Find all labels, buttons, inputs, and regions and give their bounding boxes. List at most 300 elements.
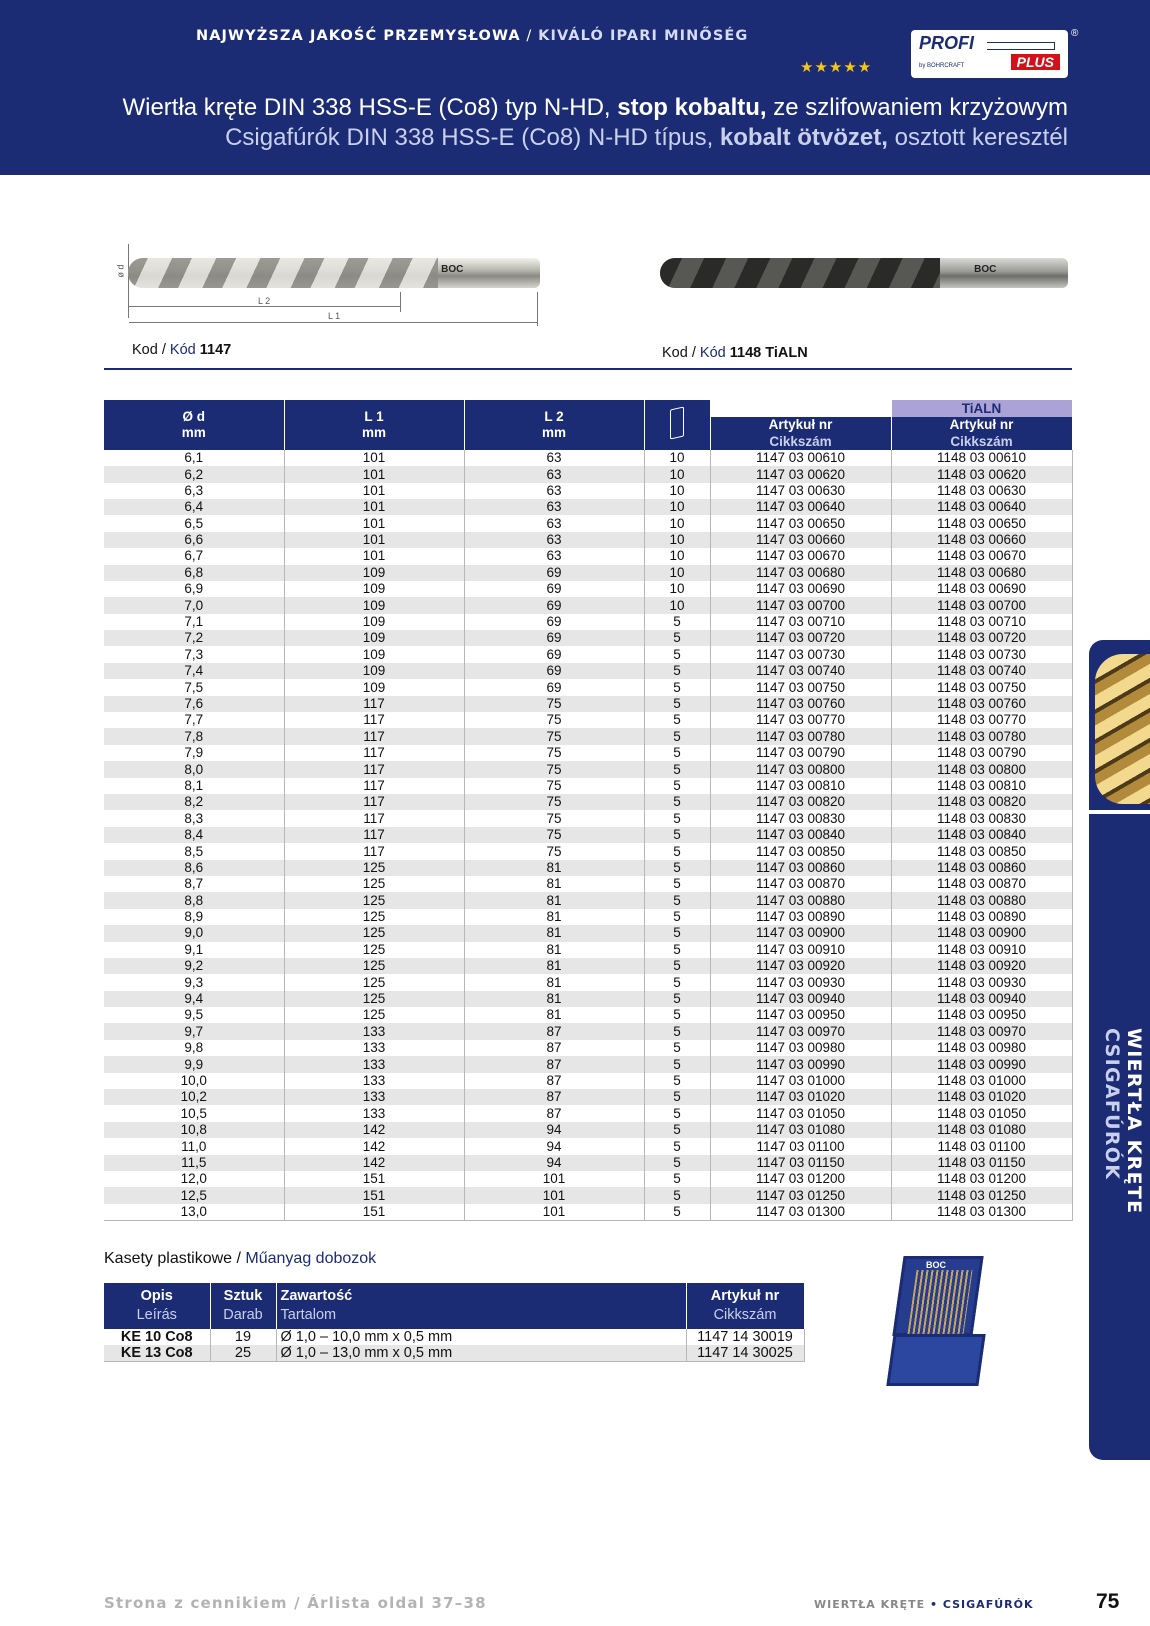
cell-pack-qty: 5 xyxy=(644,1023,710,1039)
cell-diameter: 8,7 xyxy=(104,876,284,892)
header-text-hu: Darab xyxy=(223,1307,263,1323)
cell-l1: 101 xyxy=(284,548,464,564)
table-row xyxy=(104,1023,1072,1039)
cell-diameter: 7,6 xyxy=(104,696,284,712)
cell-article-1148: 1148 03 00730 xyxy=(891,646,1072,662)
cell-pack-qty: 10 xyxy=(644,581,710,597)
case-base xyxy=(886,1334,985,1386)
cell-diameter: 11,5 xyxy=(104,1155,284,1171)
cell-pack-qty: 5 xyxy=(644,876,710,892)
table-row xyxy=(104,1089,1072,1105)
cell-l2: 63 xyxy=(464,450,644,466)
cell-diameter: 6,6 xyxy=(104,532,284,548)
title-pl-part2: ze szlifowaniem krzyżowym xyxy=(766,94,1068,121)
cell-pack-qty: 10 xyxy=(644,515,710,531)
cell-pack-qty: 5 xyxy=(644,1105,710,1121)
cell-article-1148: 1148 03 00810 xyxy=(891,778,1072,794)
header-text: Sztuk xyxy=(223,1288,263,1304)
table-row xyxy=(104,1056,1072,1072)
cell-article-1148: 1148 03 00700 xyxy=(891,597,1072,613)
cell-article-1148: 1148 03 01300 xyxy=(891,1204,1072,1220)
cell-diameter: 8,9 xyxy=(104,909,284,925)
table-row xyxy=(104,728,1072,744)
cell-l1: 151 xyxy=(284,1187,464,1203)
cell-l1: 117 xyxy=(284,810,464,826)
header-text-hu: Cikkszám xyxy=(713,1307,777,1323)
col-header-article-1147: Artykuł nr xyxy=(710,417,891,433)
cell-article-1147: 1147 03 00740 xyxy=(710,663,891,679)
cell-l1: 142 xyxy=(284,1122,464,1138)
cell-l1: 133 xyxy=(284,1040,464,1056)
col-header-diameter xyxy=(104,400,284,450)
title-hu-bold: kobalt ötvözet, xyxy=(719,124,888,151)
page-header xyxy=(0,0,1150,175)
cell-pack-qty: 5 xyxy=(644,761,710,777)
cell-article-1148: 1148 03 01200 xyxy=(891,1171,1072,1187)
cell-l2: 69 xyxy=(464,581,644,597)
logo-profi-text: PROFI xyxy=(919,33,975,53)
cell-article-1148: 1148 03 00690 xyxy=(891,581,1072,597)
cell-diameter: 10,2 xyxy=(104,1089,284,1105)
table-row xyxy=(104,1138,1072,1154)
cell-article-1148: 1148 03 00940 xyxy=(891,991,1072,1007)
cell-l1: 125 xyxy=(284,991,464,1007)
table-row xyxy=(104,679,1072,695)
cell-l2: 87 xyxy=(464,1089,644,1105)
table-row xyxy=(104,1122,1072,1138)
cell-l2: 63 xyxy=(464,532,644,548)
table-row xyxy=(104,1040,1072,1056)
cell-article-1147: 1147 03 00720 xyxy=(710,630,891,646)
cell-article-1147: 1147 03 00860 xyxy=(710,860,891,876)
cell-sztuk: 25 xyxy=(210,1345,276,1362)
cell-article-1147: 1147 03 00970 xyxy=(710,1023,891,1039)
col-header-pack xyxy=(644,400,710,450)
col-header-artykul xyxy=(686,1283,804,1329)
cell-diameter: 9,4 xyxy=(104,991,284,1007)
cell-article-1148: 1148 03 00770 xyxy=(891,712,1072,728)
cell-diameter: 7,0 xyxy=(104,597,284,613)
table-row xyxy=(104,466,1072,482)
cell-article-1148: 1148 03 00660 xyxy=(891,532,1072,548)
dimension-line-vertical xyxy=(537,292,538,326)
cell-l1: 125 xyxy=(284,876,464,892)
code-1147-label xyxy=(132,342,231,358)
drill-1147-image xyxy=(128,258,540,288)
cell-article-1147: 1147 03 00840 xyxy=(710,827,891,843)
cell-pack-qty: 5 xyxy=(644,1138,710,1154)
cell-l1: 125 xyxy=(284,909,464,925)
cell-diameter: 8,2 xyxy=(104,794,284,810)
cell-l2: 81 xyxy=(464,974,644,990)
registered-mark: ® xyxy=(1071,28,1079,39)
logo-drill-line-icon xyxy=(987,42,1055,50)
cell-article-1147: 1147 03 00640 xyxy=(710,499,891,515)
cell-article-1148: 1148 03 00850 xyxy=(891,843,1072,859)
cell-l1: 117 xyxy=(284,761,464,777)
cell-pack-qty: 5 xyxy=(644,1171,710,1187)
cell-l1: 117 xyxy=(284,728,464,744)
cell-article-1147: 1147 03 00610 xyxy=(710,450,891,466)
cell-l2: 101 xyxy=(464,1204,644,1220)
dimension-l2-line xyxy=(129,306,400,307)
table-row xyxy=(104,548,1072,564)
cases-section-title xyxy=(104,1250,376,1268)
case-brand-text: BOC xyxy=(926,1260,946,1270)
footer-right-sep: • xyxy=(925,1598,943,1611)
cell-l1: 109 xyxy=(284,614,464,630)
cell-diameter: 7,1 xyxy=(104,614,284,630)
code-value: 1148 TiALN xyxy=(729,345,808,361)
table-row xyxy=(104,1073,1072,1089)
cell-l1: 125 xyxy=(284,925,464,941)
table-row xyxy=(104,1155,1072,1171)
header-unit: mm xyxy=(361,424,386,440)
cell-l2: 75 xyxy=(464,696,644,712)
cell-article-1148: 1148 03 01000 xyxy=(891,1073,1072,1089)
cell-diameter: 6,1 xyxy=(104,450,284,466)
cell-diameter: 6,5 xyxy=(104,515,284,531)
footer-left-hu: Árlista oldal 37–38 xyxy=(307,1594,487,1612)
cell-article-1147: 1147 03 00990 xyxy=(710,1056,891,1072)
cell-article-1148: 1148 03 00670 xyxy=(891,548,1072,564)
cell-article-1147: 1147 03 00980 xyxy=(710,1040,891,1056)
cell-l1: 101 xyxy=(284,532,464,548)
cell-l2: 81 xyxy=(464,991,644,1007)
case-row xyxy=(104,1345,804,1362)
cell-diameter: 8,0 xyxy=(104,761,284,777)
dimension-line-vertical xyxy=(400,292,401,312)
table-row xyxy=(104,1105,1072,1121)
cell-diameter: 10,8 xyxy=(104,1122,284,1138)
cell-opis: KE 13 Co8 xyxy=(104,1345,210,1362)
cell-pack-qty: 5 xyxy=(644,991,710,1007)
cell-article-1147: 1147 03 01300 xyxy=(710,1204,891,1220)
cell-l1: 109 xyxy=(284,663,464,679)
cell-l2: 69 xyxy=(464,663,644,679)
cell-article-1147: 1147 03 00940 xyxy=(710,991,891,1007)
cell-article-1148: 1148 03 00930 xyxy=(891,974,1072,990)
cell-diameter: 6,2 xyxy=(104,466,284,482)
col-header-article-1148: Artykuł nr xyxy=(891,417,1072,433)
cell-l2: 87 xyxy=(464,1023,644,1039)
cell-article-1148: 1148 03 00910 xyxy=(891,942,1072,958)
cell-article-1148: 1148 03 00720 xyxy=(891,630,1072,646)
cell-article-1147: 1147 03 00670 xyxy=(710,548,891,564)
table-row xyxy=(104,909,1072,925)
cell-diameter: 8,3 xyxy=(104,810,284,826)
cell-article-1147: 1147 03 00920 xyxy=(710,958,891,974)
cell-l1: 125 xyxy=(284,892,464,908)
table-row xyxy=(104,712,1072,728)
cell-artykul: 1147 14 30025 xyxy=(686,1345,804,1362)
cell-l1: 109 xyxy=(284,565,464,581)
cell-diameter: 8,1 xyxy=(104,778,284,794)
cell-diameter: 7,2 xyxy=(104,630,284,646)
cell-diameter: 9,0 xyxy=(104,925,284,941)
table-row xyxy=(104,860,1072,876)
cell-article-1148: 1148 03 00750 xyxy=(891,679,1072,695)
cell-article-1148: 1148 03 00650 xyxy=(891,515,1072,531)
cell-l2: 69 xyxy=(464,630,644,646)
cell-article-1148: 1148 03 00710 xyxy=(891,614,1072,630)
code-1148-label xyxy=(662,345,808,361)
cell-l2: 63 xyxy=(464,499,644,515)
cell-article-1147: 1147 03 01100 xyxy=(710,1138,891,1154)
table-row xyxy=(104,483,1072,499)
cell-l1: 133 xyxy=(284,1089,464,1105)
table-row xyxy=(104,1187,1072,1203)
cell-l1: 101 xyxy=(284,515,464,531)
drill-case-image xyxy=(890,1256,990,1396)
table-row xyxy=(104,450,1072,466)
cell-diameter: 7,3 xyxy=(104,646,284,662)
cell-pack-qty: 5 xyxy=(644,1122,710,1138)
cell-diameter: 9,1 xyxy=(104,942,284,958)
cell-l1: 101 xyxy=(284,450,464,466)
cell-article-1148: 1148 03 00970 xyxy=(891,1023,1072,1039)
cell-article-1148: 1148 03 00630 xyxy=(891,483,1072,499)
cell-pack-qty: 5 xyxy=(644,827,710,843)
footer-right-pl: WIERTŁA KRĘTE xyxy=(814,1598,926,1611)
cell-article-1148: 1148 03 01080 xyxy=(891,1122,1072,1138)
cell-article-1148: 1148 03 00890 xyxy=(891,909,1072,925)
case-row xyxy=(104,1329,804,1345)
title-hu-part1: Csigafúrók DIN 338 HSS-E (Co8) N-HD típus, xyxy=(225,124,720,151)
cell-article-1148: 1148 03 00620 xyxy=(891,466,1072,482)
cell-pack-qty: 5 xyxy=(644,1089,710,1105)
cell-article-1147: 1147 03 00800 xyxy=(710,761,891,777)
cell-zawartosc: Ø 1,0 – 10,0 mm x 0,5 mm xyxy=(276,1329,686,1345)
cell-l2: 87 xyxy=(464,1040,644,1056)
side-section-tab xyxy=(1089,640,1150,1460)
cell-article-1148: 1148 03 00920 xyxy=(891,958,1072,974)
side-tab-label xyxy=(1101,1028,1145,1214)
cell-l2: 101 xyxy=(464,1171,644,1187)
cell-article-1147: 1147 03 00900 xyxy=(710,925,891,941)
table-row xyxy=(104,532,1072,548)
cell-article-1148: 1148 03 00860 xyxy=(891,860,1072,876)
cell-pack-qty: 5 xyxy=(644,942,710,958)
cell-diameter: 6,4 xyxy=(104,499,284,515)
cell-diameter: 7,5 xyxy=(104,679,284,695)
code-sep: / xyxy=(157,342,170,358)
header-unit: mm xyxy=(181,424,206,440)
cell-l2: 75 xyxy=(464,810,644,826)
cell-diameter: 6,3 xyxy=(104,483,284,499)
cell-pack-qty: 10 xyxy=(644,597,710,613)
cell-l1: 109 xyxy=(284,597,464,613)
side-tab-hu: CSIGAFÚRÓK xyxy=(1101,1028,1123,1181)
code-pl: Kod xyxy=(662,345,688,361)
cell-article-1148: 1148 03 00840 xyxy=(891,827,1072,843)
cell-pack-qty: 5 xyxy=(644,728,710,744)
table-row xyxy=(104,991,1072,1007)
cell-article-1148: 1148 03 00680 xyxy=(891,565,1072,581)
cell-l2: 81 xyxy=(464,942,644,958)
cell-l1: 117 xyxy=(284,827,464,843)
dimension-d-label: ø d xyxy=(115,264,126,278)
cell-article-1147: 1147 03 00680 xyxy=(710,565,891,581)
code-value: 1147 xyxy=(199,342,232,358)
logo-plus-text: PLUS xyxy=(1011,54,1060,70)
cell-l1: 109 xyxy=(284,679,464,695)
cell-pack-qty: 5 xyxy=(644,974,710,990)
cell-l1: 117 xyxy=(284,712,464,728)
col-header-blank xyxy=(710,400,891,417)
table-row xyxy=(104,892,1072,908)
cell-l2: 94 xyxy=(464,1138,644,1154)
cell-article-1147: 1147 03 00700 xyxy=(710,597,891,613)
cell-diameter: 13,0 xyxy=(104,1204,284,1220)
cell-pack-qty: 5 xyxy=(644,810,710,826)
cell-opis: KE 10 Co8 xyxy=(104,1329,210,1345)
drill-1148-tialn-image xyxy=(660,258,1068,288)
cell-article-1147: 1147 03 00770 xyxy=(710,712,891,728)
section-divider xyxy=(104,368,1072,370)
cell-article-1147: 1147 03 00650 xyxy=(710,515,891,531)
table-row xyxy=(104,597,1072,613)
drill-tip-icon xyxy=(1095,654,1150,804)
dimension-l1-line xyxy=(129,322,537,323)
cell-pack-qty: 5 xyxy=(644,925,710,941)
cell-diameter: 7,7 xyxy=(104,712,284,728)
cell-sztuk: 19 xyxy=(210,1329,276,1345)
cell-pack-qty: 5 xyxy=(644,679,710,695)
cell-l2: 69 xyxy=(464,679,644,695)
cell-l1: 101 xyxy=(284,499,464,515)
cell-article-1147: 1147 03 00660 xyxy=(710,532,891,548)
tab-divider xyxy=(1089,810,1150,814)
cell-article-1147: 1147 03 00850 xyxy=(710,843,891,859)
cell-l2: 101 xyxy=(464,1187,644,1203)
cell-l2: 75 xyxy=(464,794,644,810)
cell-pack-qty: 5 xyxy=(644,646,710,662)
cell-pack-qty: 10 xyxy=(644,499,710,515)
cell-l2: 75 xyxy=(464,827,644,843)
cell-pack-qty: 10 xyxy=(644,548,710,564)
cell-l2: 75 xyxy=(464,843,644,859)
footer-section-name xyxy=(814,1598,1034,1611)
cell-l1: 133 xyxy=(284,1105,464,1121)
title-pl-bold: stop kobaltu, xyxy=(617,94,767,121)
cell-diameter: 12,0 xyxy=(104,1171,284,1187)
cell-pack-qty: 5 xyxy=(644,909,710,925)
cell-article-1148: 1148 03 01150 xyxy=(891,1155,1072,1171)
cell-diameter: 9,7 xyxy=(104,1023,284,1039)
cell-diameter: 8,6 xyxy=(104,860,284,876)
cell-l2: 75 xyxy=(464,712,644,728)
cell-l2: 63 xyxy=(464,466,644,482)
cell-l2: 87 xyxy=(464,1056,644,1072)
cell-article-1148: 1148 03 00820 xyxy=(891,794,1072,810)
title-pl-part1: Wiertła kręte DIN 338 HSS-E (Co8) typ N-HD, xyxy=(122,94,618,121)
cell-article-1147: 1147 03 00950 xyxy=(710,1007,891,1023)
cell-article-1148: 1148 03 01020 xyxy=(891,1089,1072,1105)
table-row xyxy=(104,745,1072,761)
col-header-l1 xyxy=(284,400,464,450)
cell-article-1148: 1148 03 00640 xyxy=(891,499,1072,515)
cell-diameter: 9,9 xyxy=(104,1056,284,1072)
cell-l2: 81 xyxy=(464,958,644,974)
cell-l1: 142 xyxy=(284,1138,464,1154)
code-hu: Kód xyxy=(169,342,196,358)
cell-article-1147: 1147 03 00930 xyxy=(710,974,891,990)
table-row xyxy=(104,778,1072,794)
header-text: Zawartość xyxy=(280,1288,353,1304)
table-row xyxy=(104,1204,1072,1220)
cell-pack-qty: 5 xyxy=(644,1056,710,1072)
tagline-hu: KIVÁLÓ IPARI MINŐSÉG xyxy=(538,28,749,44)
cell-diameter: 12,5 xyxy=(104,1187,284,1203)
cell-pack-qty: 5 xyxy=(644,958,710,974)
cell-diameter: 6,7 xyxy=(104,548,284,564)
cell-article-1147: 1147 03 00760 xyxy=(710,696,891,712)
cell-pack-qty: 5 xyxy=(644,663,710,679)
cell-article-1148: 1148 03 00800 xyxy=(891,761,1072,777)
table-row xyxy=(104,515,1072,531)
header-text: L 1 xyxy=(364,409,384,425)
table-row xyxy=(104,876,1072,892)
table-row xyxy=(104,1007,1072,1023)
cell-l2: 81 xyxy=(464,1007,644,1023)
cell-article-1147: 1147 03 00890 xyxy=(710,909,891,925)
cell-diameter: 9,5 xyxy=(104,1007,284,1023)
cell-article-1147: 1147 03 00710 xyxy=(710,614,891,630)
col-header-cikkszam-1147: Cikkszám xyxy=(710,433,891,449)
cell-l1: 101 xyxy=(284,483,464,499)
tialn-label: TiALN xyxy=(891,400,1072,417)
cell-artykul: 1147 14 30019 xyxy=(686,1329,804,1345)
page-number: 75 xyxy=(1096,1590,1120,1613)
cell-l2: 75 xyxy=(464,761,644,777)
cell-l1: 109 xyxy=(284,630,464,646)
table-row xyxy=(104,843,1072,859)
cell-article-1147: 1147 03 00910 xyxy=(710,942,891,958)
cell-diameter: 8,8 xyxy=(104,892,284,908)
cell-pack-qty: 5 xyxy=(644,892,710,908)
cell-l1: 117 xyxy=(284,794,464,810)
cell-l1: 151 xyxy=(284,1171,464,1187)
box-icon xyxy=(670,407,684,440)
footer-price-list-ref xyxy=(104,1594,487,1612)
cell-article-1148: 1148 03 00830 xyxy=(891,810,1072,826)
cell-pack-qty: 5 xyxy=(644,1073,710,1089)
footer-right-hu: CSIGAFÚRÓK xyxy=(942,1598,1034,1611)
cell-diameter: 10,5 xyxy=(104,1105,284,1121)
code-sep: / xyxy=(687,345,700,361)
col-header-cikkszam-1148: Cikkszám xyxy=(891,433,1072,449)
header-text: L 2 xyxy=(544,409,564,425)
cell-article-1148: 1148 03 00980 xyxy=(891,1040,1072,1056)
cell-diameter: 6,8 xyxy=(104,565,284,581)
title-pl xyxy=(122,94,1068,122)
cell-l2: 87 xyxy=(464,1105,644,1121)
cell-article-1147: 1147 03 00810 xyxy=(710,778,891,794)
cell-l1: 109 xyxy=(284,581,464,597)
cases-title-hu: Műanyag dobozok xyxy=(245,1250,377,1267)
drill-flute xyxy=(128,258,438,288)
cell-l1: 125 xyxy=(284,860,464,876)
cases-title-sep: / xyxy=(232,1250,246,1267)
cell-pack-qty: 10 xyxy=(644,483,710,499)
cell-article-1148: 1148 03 00760 xyxy=(891,696,1072,712)
dimension-l1-label: L 1 xyxy=(328,311,341,321)
cell-pack-qty: 5 xyxy=(644,1155,710,1171)
cell-l2: 75 xyxy=(464,728,644,744)
cell-l1: 109 xyxy=(284,646,464,662)
cell-l1: 125 xyxy=(284,1007,464,1023)
